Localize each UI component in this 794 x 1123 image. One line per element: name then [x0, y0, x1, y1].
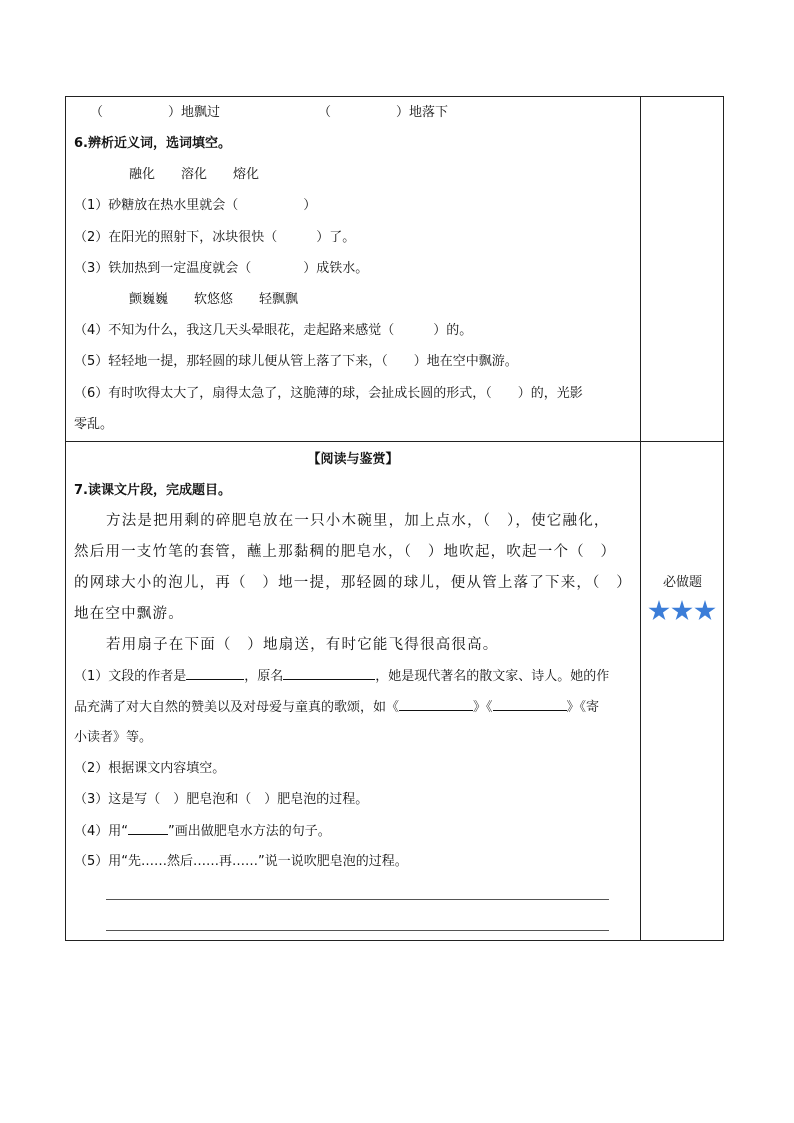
q6-item-6-cont: 零乱。 [74, 417, 114, 432]
difficulty-stars [648, 600, 717, 626]
q7-item-5: （5）用“先……然后……再……”说一说吹肥皂泡的过程。 [74, 854, 408, 869]
worksheet-table [65, 96, 724, 941]
passage-line-3: 的网球大小的泡儿，再（ ）地一提，那轻圆的球儿，便从管上落了下来，（ ） [74, 575, 632, 591]
q6-item-3: （3）铁加热到一定温度就会（ ）成铁水。 [74, 261, 369, 276]
passage-line-5: 若用扇子在下面（ ）地扇送，有时它能飞得很高很高。 [106, 637, 499, 653]
q7-title: 7.读课文片段，完成题目。 [74, 483, 231, 498]
q7-item-1-text-post: ，她是现代著名的散文家、诗人。她的作 [375, 669, 610, 684]
q6-title: 6.辨析近义词，选词填空。 [74, 136, 231, 151]
answer-line-1[interactable] [106, 899, 609, 900]
blank-line-2: （ ）地落下 [318, 105, 449, 120]
star-icon [694, 600, 716, 622]
section-title: 【阅读与鉴赏】 [307, 452, 399, 467]
q6-item-6: （6）有时吹得太大了，扇得太急了，这脆薄的球，会扯成长圆的形式，（ ）的，光影 [74, 386, 583, 401]
q7-item-1 [74, 667, 609, 686]
q6-item-4: （4）不知为什么，我这几天头晕眼花，走起路来感觉（ ）的。 [74, 323, 473, 338]
star-icon [671, 600, 693, 622]
q7-item-1-line-3: 小读者》等。 [74, 730, 153, 745]
q7-item-2: （2）根据课文内容填空。 [74, 761, 226, 776]
q6-item-5: （5）轻轻地一提，那轻圆的球儿便从管上落了下来，（ ）地在空中飘游。 [74, 354, 518, 369]
passage-line-4: 地在空中飘游。 [74, 606, 184, 622]
real-name-blank[interactable] [283, 667, 375, 680]
q7-item-4-text: （4）用“ [74, 824, 129, 839]
passage-line-2: 然后用一支竹笔的套管，蘸上那黏稠的肥皂水，（ ）地吹起，吹起一个（ ） [74, 544, 617, 560]
word-group-1: 融化 溶化 熔化 [129, 167, 260, 182]
q7-item-4 [74, 822, 331, 841]
blank-line-1: （ ）地飘过 [90, 105, 221, 120]
q7-item-1-bracket-2: 》《寄 [566, 700, 600, 715]
required-label: 必做题 [662, 575, 702, 590]
work-blank-2[interactable] [493, 698, 567, 711]
column-divider [640, 97, 641, 940]
underline-sample [128, 822, 168, 835]
author-blank[interactable] [186, 667, 244, 680]
q7-item-4-text-post: ”画出做肥皂水方法的句子。 [168, 824, 331, 839]
q6-item-1: （1）砂糖放在热水里就会（ ） [74, 198, 317, 213]
row-divider [66, 441, 723, 442]
work-blank-1[interactable] [399, 698, 473, 711]
q7-item-1-text: （1）文段的作者是 [74, 669, 187, 684]
q6-item-2: （2）在阳光的照射下，冰块很快（ ）了。 [74, 230, 356, 245]
word-group-2: 颤巍巍 软悠悠 轻飘飘 [129, 292, 299, 307]
answer-line-2[interactable] [106, 930, 609, 931]
q7-item-1-bracket: 》《 [473, 700, 493, 715]
q7-item-1-text-2: 品充满了对大自然的赞美以及对母爱与童真的歌颂，如《 [74, 700, 400, 715]
star-icon [648, 600, 670, 622]
passage-line-1: 方法是把用剩的碎肥皂放在一只小木碗里，加上点水，（ ），使它融化， [106, 513, 610, 529]
q7-item-1-text-mid: ，原名 [244, 669, 284, 684]
q7-item-1-line-2 [74, 698, 599, 717]
q7-item-3: （3）这是写（ ）肥皂泡和（ ）肥皂泡的过程。 [74, 792, 369, 807]
